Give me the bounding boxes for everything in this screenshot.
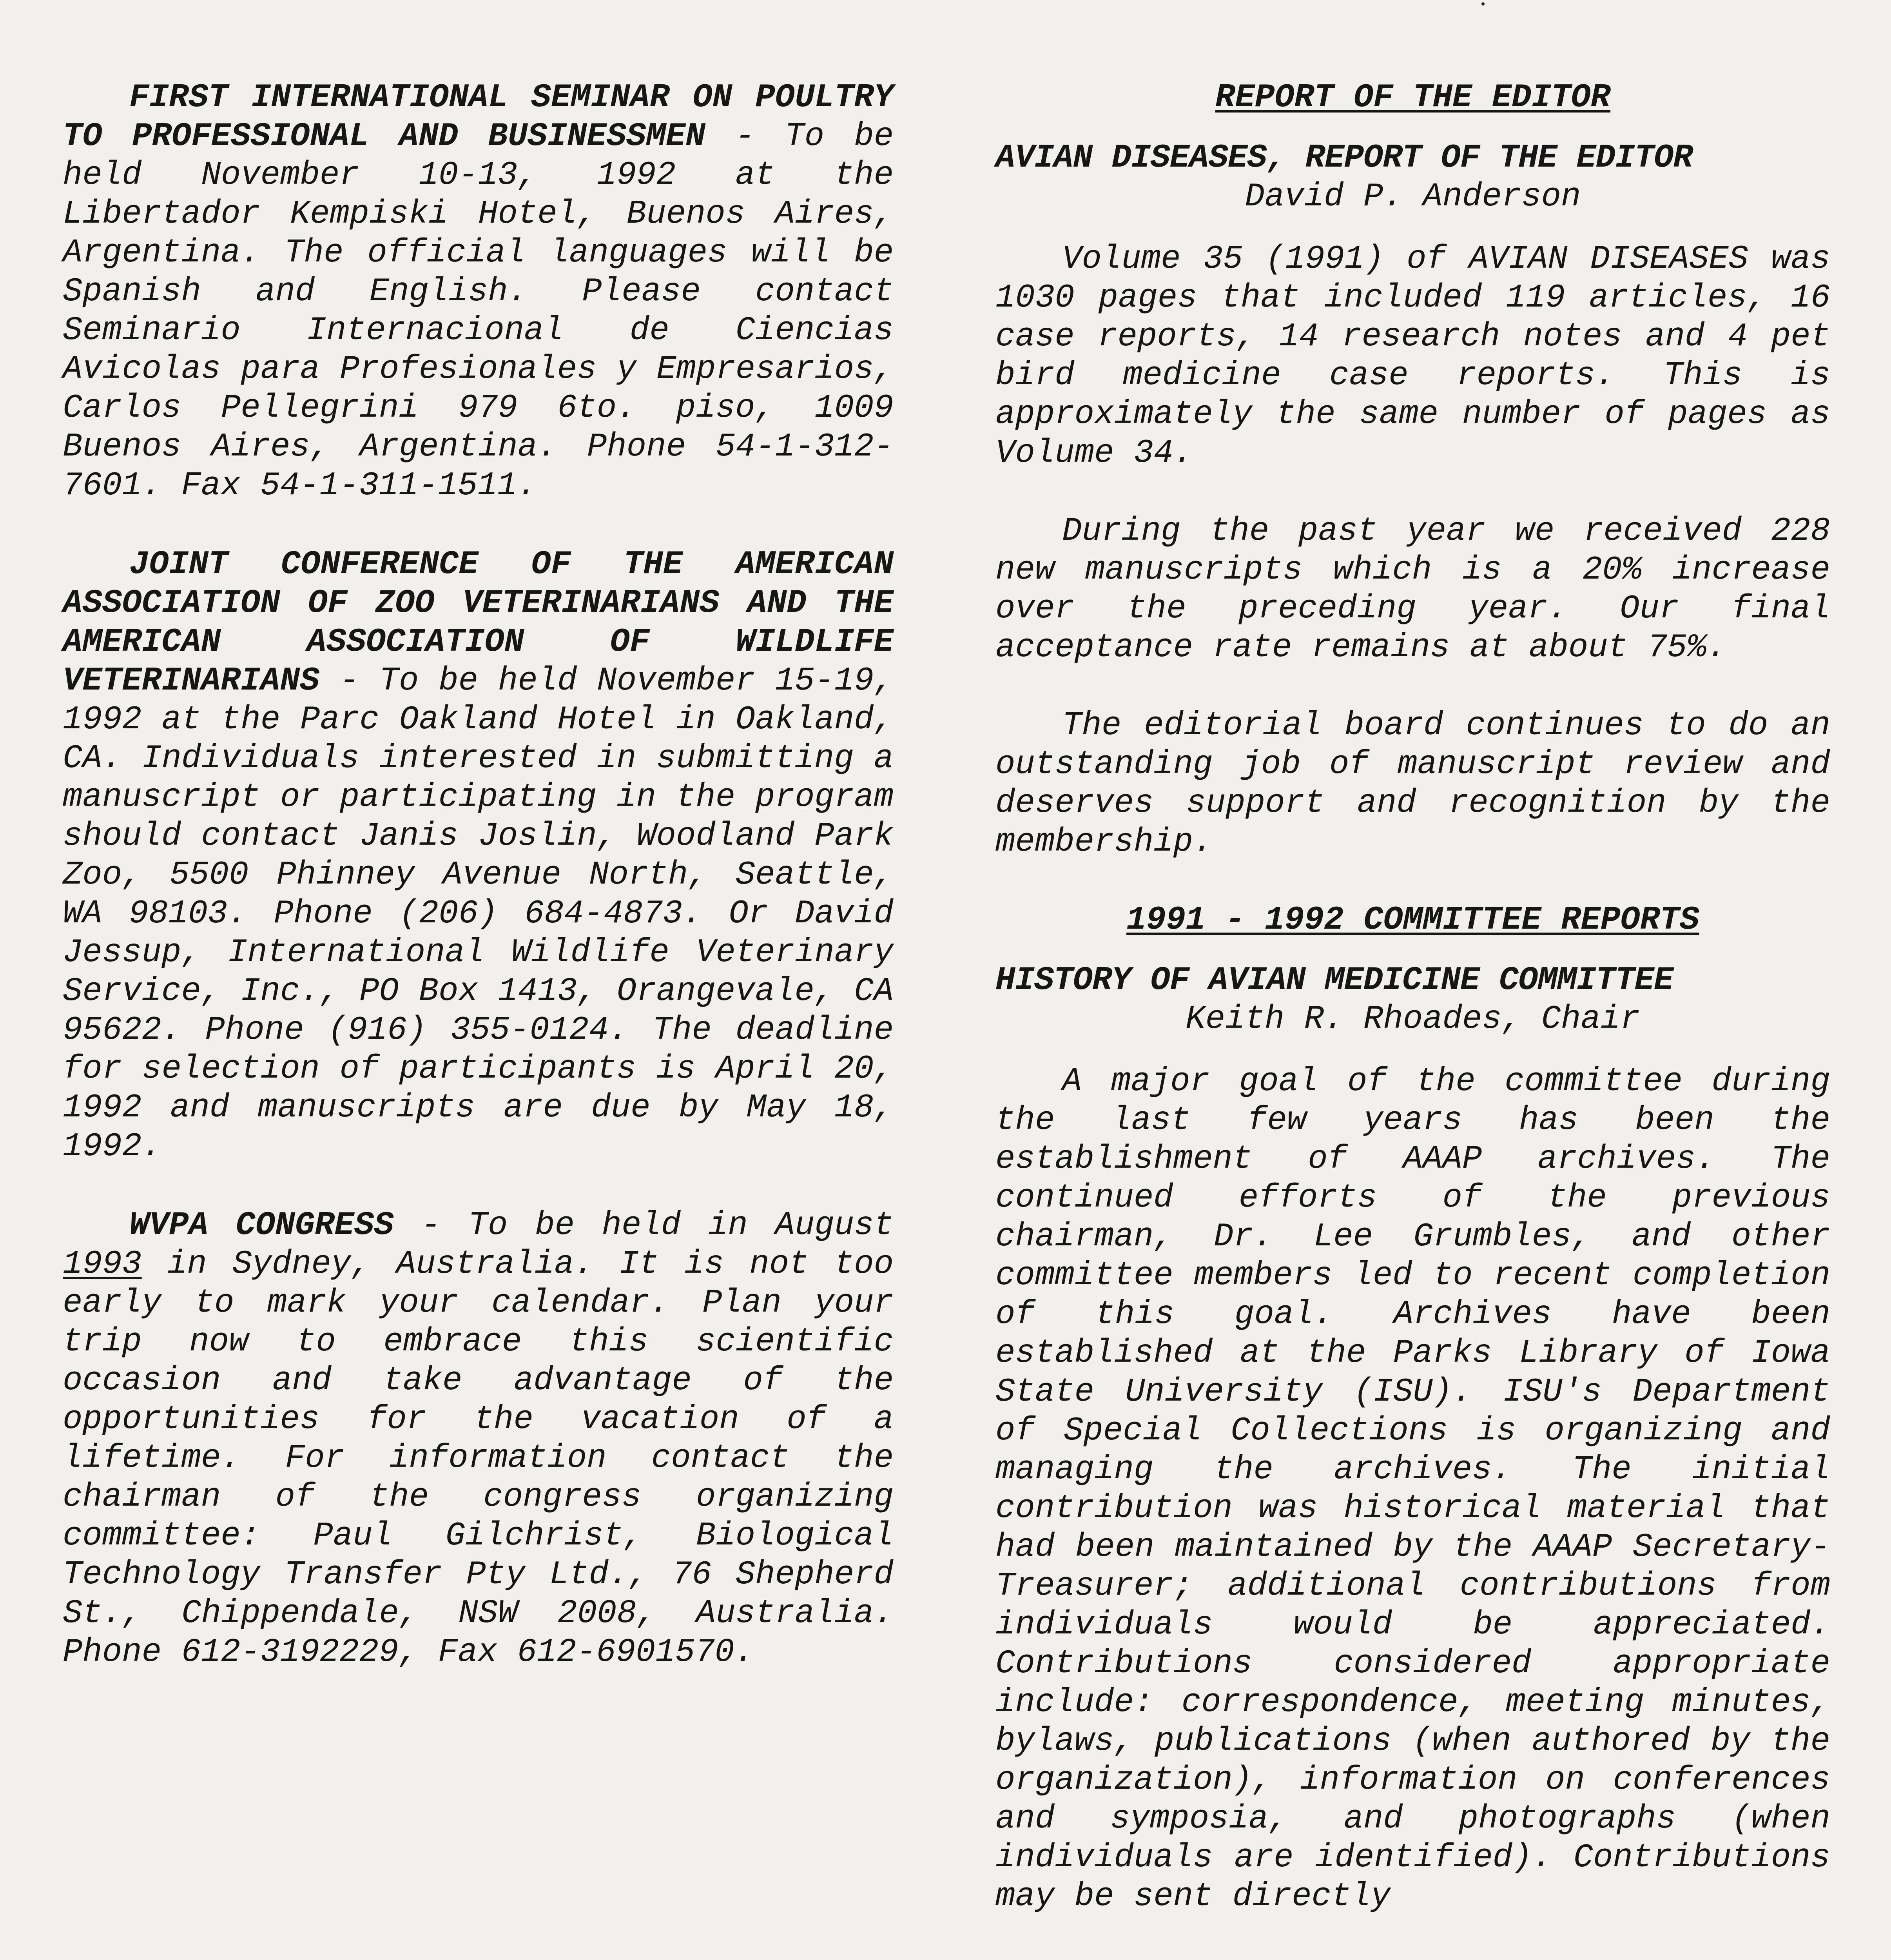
wvpa-body-end: in Sydney, Australia. It is not too early to mark your calendar. Plan your trip now to embrace this scientific occasion and take advantage of the opportunities for the vacation of a lifetime. For information contact the chairman of the congress organizing committee: Paul Gilchrist, Biological Technology Transfer Pty Ltd., 76 Shepherd St., Chippendale, NSW 2008, Australia. Phone 612-3192229, Fax 612-6901570. <box>63 1246 894 1671</box>
wvpa-body-start: - To be held in August <box>393 1207 894 1244</box>
editor-report-subtitle: AVIAN DISEASES, REPORT OF THE EDITOR <box>995 140 1693 177</box>
seminar-announcement <box>63 78 894 505</box>
editor-report-title: REPORT OF THE EDITOR <box>1215 79 1611 116</box>
joint-conference-announcement <box>63 545 894 1166</box>
scan-speck <box>1481 2 1485 5</box>
wvpa-announcement <box>63 1206 894 1672</box>
joint-conference-heading: JOINT CONFERENCE OF THE AMERICAN ASSOCIATION OF ZOO VETERINARIANS AND THE AMERICAN ASSOCIATION OF WILDLIFE VETERINARIANS <box>63 546 894 700</box>
committee-paragraph: A major goal of the committee during the last few years has been the establishment of AAAP archives. The continued efforts of the previous chairman, Dr. Lee Grumbles, and other committee members led to recent completion of this goal. Archives have been established at the Parks Library of Iowa State University (ISU). ISU's Department of Special Collections is organizing and managing the archives. The initial contribution was historical material that had been maintained by the AAAP Secretary-Treasurer; additional contributions from individuals would be appreciated. Contributions considered appropriate include: correspondence, meeting minutes, bylaws, publications (when authored by the organization), information on conferences and symposia, and photographs (when individuals are identified). Contributions may be sent directly <box>995 1063 1830 1915</box>
joint-conference-body: - To be held November 15-19, 1992 at the Parc Oakland Hotel in Oakland, CA. Individuals interested in submitting a manuscript or participating in the program should contact Janis Joslin, Woodland Park Zoo, 5500 Phinney Avenue North, Seattle, WA 98103. Phone (206) 684-4873. Or David Jessup, International Wildlife Veterinary Service, Inc., PO Box 1413, Orangevale, CA 95622. Phone (916) 355-0124. The deadline for selection of participants is April 20, 1992 and manuscripts are due by May 18, 1992. <box>63 662 894 1165</box>
left-column <box>63 78 894 1712</box>
seminar-body: - To be held November 10-13, 1992 at the Libertador Kempiski Hotel, Buenos Aires, Argentina. The official languages will be Spanish and English. Please contact Seminario Internacional de Ciencias Avicolas para Profesionales y Empresarios, Carlos Pellegrini 979 6to. piso, 1009 Buenos Aires, Argentina. Phone 54-1-312-7601. Fax 54-1-311-1511. <box>63 118 894 505</box>
committee-author: Keith R. Rhoades, Chair <box>1186 1001 1640 1038</box>
committee-reports-title: 1991 - 1992 COMMITTEE REPORTS <box>1126 902 1699 939</box>
editor-report-paragraph: The editorial board continues to do an outstanding job of manuscript review and deserves support and recognition by the membership. <box>995 707 1830 861</box>
wvpa-heading: WVPA CONGRESS <box>129 1207 394 1244</box>
editor-report-paragraph: During the past year we received 228 new manuscripts which is a 20% increase over the preceding year. Our final acceptance rate remains at about 75%. <box>995 513 1830 666</box>
wvpa-year: 1993 <box>63 1246 142 1283</box>
right-column <box>995 78 1830 1916</box>
committee-subtitle: HISTORY OF AVIAN MEDICINE COMMITTEE <box>995 962 1673 999</box>
seminar-heading: FIRST INTERNATIONAL SEMINAR ON POULTRY TO PROFESSIONAL AND BUSINESSMEN <box>63 79 894 155</box>
editor-report-author: David P. Anderson <box>1245 178 1581 216</box>
editor-report-paragraph: Volume 35 (1991) of AVIAN DISEASES was 1030 pages that included 119 articles, 16 case reports, 14 research notes and 4 pet bird medicine case reports. This is approximately the same number of pages as Volume 34. <box>995 241 1830 472</box>
